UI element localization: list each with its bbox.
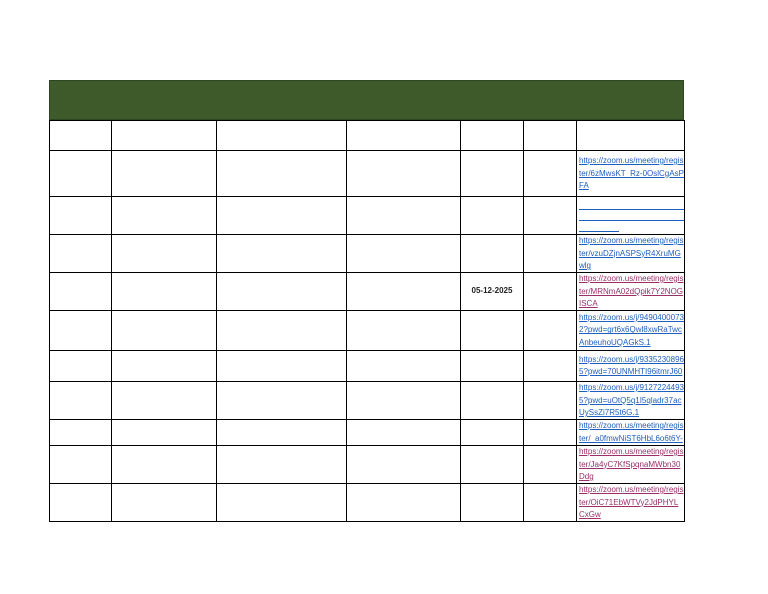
empty-cell xyxy=(217,311,347,351)
table-row xyxy=(50,446,685,484)
empty-cell xyxy=(112,446,217,484)
empty-cell xyxy=(524,197,577,235)
empty-cell xyxy=(50,235,112,273)
empty-cell xyxy=(347,351,461,382)
date-cell xyxy=(461,311,524,351)
empty-cell xyxy=(50,484,112,522)
empty-cell xyxy=(217,235,347,273)
empty-cell xyxy=(50,446,112,484)
empty-cell xyxy=(217,197,347,235)
meeting-link[interactable]: https://zoom.us/meeting/register/_a0fmwNiST6HbL6o6t6Y- xyxy=(579,421,684,443)
table-row xyxy=(50,351,685,382)
date-cell xyxy=(461,121,524,151)
meeting-link[interactable]: https://zoom.us/meeting/register/vzuDZjnASPSyR4XruMGwlg xyxy=(579,236,684,270)
link-cell xyxy=(577,420,685,446)
empty-cell xyxy=(347,382,461,420)
empty-cell xyxy=(50,382,112,420)
empty-cell xyxy=(217,273,347,311)
empty-cell xyxy=(524,446,577,484)
date-cell xyxy=(461,235,524,273)
empty-cell xyxy=(50,311,112,351)
empty-cell xyxy=(347,273,461,311)
meetings-table xyxy=(49,120,685,522)
link-cell xyxy=(577,351,685,382)
link-cell xyxy=(577,311,685,351)
empty-link[interactable] xyxy=(579,200,684,232)
empty-cell xyxy=(112,382,217,420)
empty-cell xyxy=(50,273,112,311)
empty-cell xyxy=(112,311,217,351)
empty-cell xyxy=(112,351,217,382)
empty-cell xyxy=(347,484,461,522)
table-row xyxy=(50,382,685,420)
date-cell xyxy=(461,382,524,420)
empty-cell xyxy=(50,121,112,151)
link-cell xyxy=(577,446,685,484)
empty-cell xyxy=(217,420,347,446)
date-cell xyxy=(461,484,524,522)
empty-cell xyxy=(217,484,347,522)
date-cell xyxy=(461,151,524,197)
meeting-link[interactable]: https://zoom.us/meeting/register/OiC71EbWTVy2JdPHYLCxGw xyxy=(579,485,684,519)
table-row xyxy=(50,121,685,151)
empty-cell xyxy=(217,351,347,382)
meeting-link[interactable]: https://zoom.us/j/93352308965?pwd=70UNMHTI96itmrJ60 xyxy=(579,354,684,376)
meeting-link[interactable]: https://zoom.us/meeting/register/MRNmA02dQpik7Y2NOGISCA xyxy=(579,274,684,308)
date-cell xyxy=(461,420,524,446)
empty-cell xyxy=(217,151,347,197)
empty-cell xyxy=(112,121,217,151)
empty-cell xyxy=(112,273,217,311)
empty-cell xyxy=(347,235,461,273)
empty-cell xyxy=(217,382,347,420)
table-row xyxy=(50,235,685,273)
empty-cell xyxy=(112,197,217,235)
empty-cell xyxy=(524,121,577,151)
empty-cell xyxy=(112,420,217,446)
table-row xyxy=(50,484,685,522)
empty-cell xyxy=(50,420,112,446)
date-cell xyxy=(461,446,524,484)
empty-cell xyxy=(217,446,347,484)
table-row xyxy=(50,151,685,197)
empty-cell xyxy=(347,121,461,151)
empty-cell xyxy=(50,197,112,235)
table-row xyxy=(50,273,685,311)
empty-cell xyxy=(347,151,461,197)
empty-cell xyxy=(347,446,461,484)
empty-cell xyxy=(112,151,217,197)
empty-cell xyxy=(524,235,577,273)
empty-cell xyxy=(112,484,217,522)
meeting-link[interactable]: https://zoom.us/meeting/register/6zMwsKT_Rz-0OslCgAsPFA xyxy=(579,156,684,190)
link-cell xyxy=(577,121,685,151)
table-row xyxy=(50,197,685,235)
empty-cell xyxy=(50,151,112,197)
empty-cell xyxy=(347,420,461,446)
empty-cell xyxy=(524,151,577,197)
table-body xyxy=(50,121,685,522)
empty-cell xyxy=(524,420,577,446)
empty-cell xyxy=(524,311,577,351)
empty-cell xyxy=(347,197,461,235)
meeting-link[interactable]: https://zoom.us/j/91272244935?pwd=uOtQ5q1I5qladr37acUySsZi7R5t6G.1 xyxy=(579,383,684,417)
link-cell xyxy=(577,382,685,420)
empty-cell xyxy=(50,351,112,382)
date-cell xyxy=(461,351,524,382)
empty-cell xyxy=(524,484,577,522)
empty-cell xyxy=(524,382,577,420)
meeting-link[interactable]: https://zoom.us/meeting/register/Ja4yC7KfSpqnaMWbn30Ddg xyxy=(579,447,684,481)
date-cell: 05-12-2025 xyxy=(461,273,524,311)
table-row xyxy=(50,420,685,446)
empty-cell xyxy=(524,273,577,311)
empty-cell xyxy=(347,311,461,351)
spreadsheet xyxy=(49,80,684,522)
link-cell xyxy=(577,273,685,311)
table-row xyxy=(50,311,685,351)
link-cell xyxy=(577,484,685,522)
meeting-link[interactable]: https://zoom.us/j/94904000732?pwd=grt6x6Qwl8xwRaTwcAnbeuhoUQAGkS.1 xyxy=(579,312,684,347)
link-cell xyxy=(577,151,685,197)
empty-cell xyxy=(217,121,347,151)
empty-cell xyxy=(524,351,577,382)
date-cell xyxy=(461,197,524,235)
empty-cell xyxy=(112,235,217,273)
link-cell xyxy=(577,235,685,273)
table-header-bar xyxy=(49,80,684,120)
link-cell xyxy=(577,197,685,235)
